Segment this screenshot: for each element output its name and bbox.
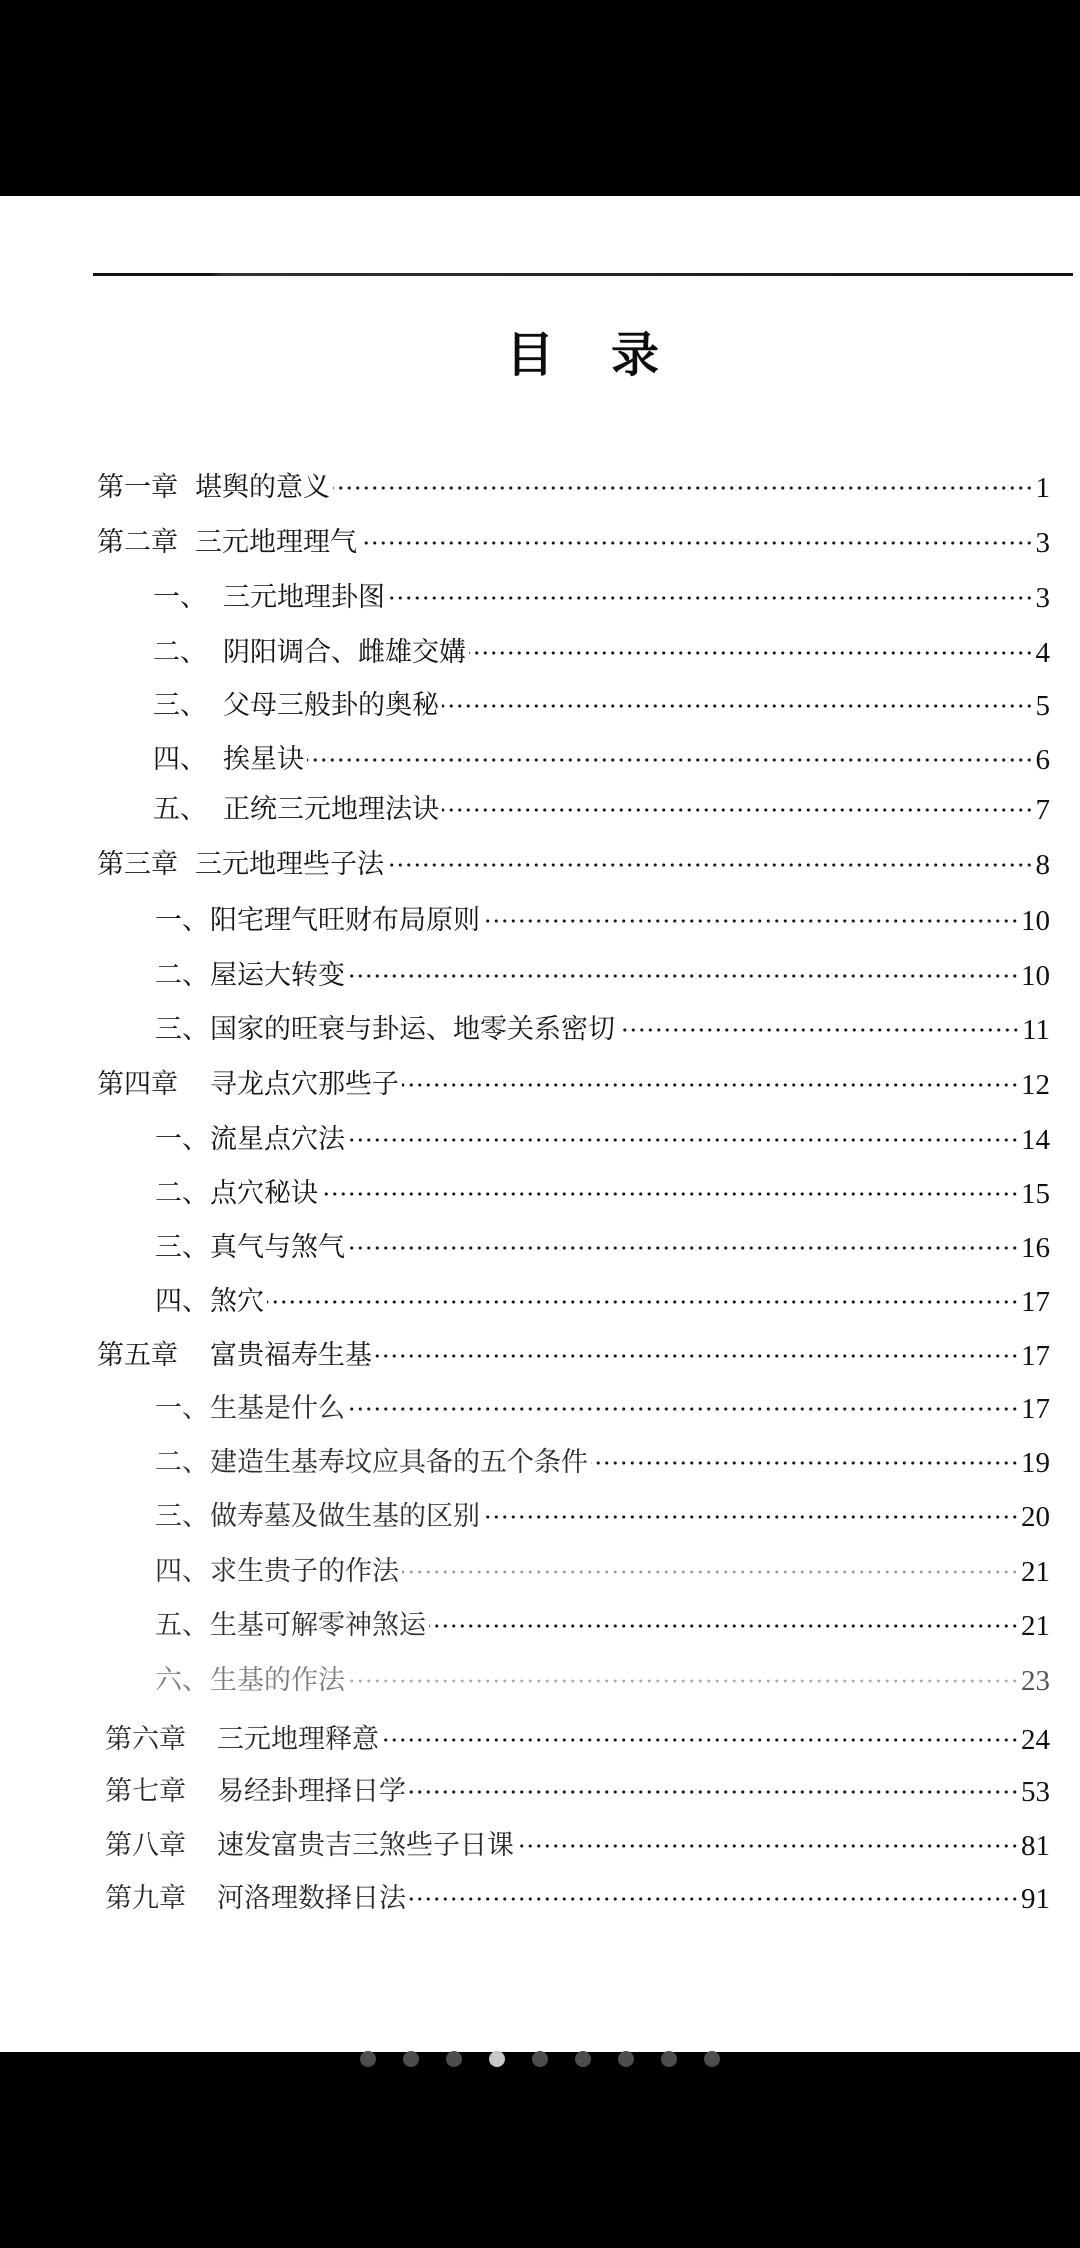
page-dot[interactable] bbox=[403, 2051, 419, 2067]
toc-entry-chapter bbox=[97, 461, 1050, 515]
leader-dots bbox=[387, 862, 1034, 868]
leader-dots bbox=[409, 1789, 1019, 1795]
entry-number: 三、 bbox=[153, 690, 207, 721]
header-rule bbox=[93, 273, 1073, 276]
entry-title: 生基可解零神煞运 bbox=[210, 1610, 426, 1641]
entry-title: 煞穴 bbox=[210, 1286, 264, 1317]
entry-page-number: 16 bbox=[1021, 1232, 1050, 1264]
entry-title: 生基是什么 bbox=[210, 1393, 345, 1424]
entry-page-number: 7 bbox=[1035, 794, 1050, 826]
leader-dots bbox=[321, 1191, 1019, 1197]
leader-dots bbox=[483, 918, 1019, 924]
entry-title: 易经卦理择日学 bbox=[217, 1776, 406, 1807]
entry-title: 河洛理数择日法 bbox=[217, 1883, 406, 1914]
entry-title: 正统三元地理法诀 bbox=[223, 794, 439, 825]
leader-dots bbox=[348, 1245, 1019, 1251]
toc-entry-section bbox=[155, 1545, 1050, 1599]
entry-page-number: 1 bbox=[1035, 472, 1050, 504]
leader-dots bbox=[307, 757, 1034, 763]
toc-entry-section bbox=[155, 1654, 1050, 1708]
leader-dots bbox=[348, 973, 1019, 979]
toc-entry-chapter bbox=[105, 1765, 1050, 1819]
entry-page-number: 4 bbox=[1035, 637, 1050, 669]
toc-entry-section bbox=[155, 1113, 1050, 1167]
entry-title: 点穴秘诀 bbox=[210, 1178, 318, 1209]
leader-dots bbox=[348, 1137, 1019, 1143]
entry-title: 生基的作法 bbox=[210, 1665, 345, 1696]
entry-page-number: 21 bbox=[1021, 1610, 1050, 1642]
entry-title: 建造生基寿坟应具备的五个条件 bbox=[210, 1447, 588, 1478]
entry-title: 求生贵子的作法 bbox=[210, 1556, 399, 1587]
toc-entry-section bbox=[155, 1275, 1050, 1329]
entry-title: 父母三般卦的奥秘 bbox=[223, 690, 439, 721]
entry-title: 挨星诀 bbox=[223, 744, 304, 775]
entry-page-number: 81 bbox=[1021, 1830, 1050, 1862]
toc-entry-section bbox=[155, 1221, 1050, 1275]
toc-title-char: 录 bbox=[610, 327, 659, 383]
entry-title: 三元地理些子法 bbox=[195, 849, 384, 880]
entry-number: 第三章 bbox=[97, 849, 178, 880]
page-dot[interactable] bbox=[446, 2051, 462, 2067]
toc-entry-chapter bbox=[97, 1058, 1050, 1112]
leader-dots bbox=[409, 1896, 1019, 1902]
leader-dots bbox=[618, 1027, 1020, 1033]
leader-dots bbox=[483, 1514, 1019, 1520]
leader-dots bbox=[333, 485, 1034, 491]
entry-number: 一、 bbox=[155, 1124, 209, 1155]
viewer-bottom-bar bbox=[0, 2052, 1080, 2248]
entry-page-number: 17 bbox=[1021, 1393, 1050, 1425]
entry-number: 六、 bbox=[155, 1665, 209, 1696]
leader-dots bbox=[388, 595, 1034, 601]
entry-page-number: 12 bbox=[1021, 1069, 1050, 1101]
entry-number: 一、 bbox=[155, 905, 209, 936]
entry-title: 屋运大转变 bbox=[210, 960, 345, 991]
entry-title: 速发富贵吉三煞些子日课 bbox=[217, 1830, 514, 1861]
entry-number: 第一章 bbox=[97, 472, 178, 503]
entry-number: 第九章 bbox=[105, 1883, 186, 1914]
entry-number: 三、 bbox=[155, 1014, 209, 1045]
toc-entry-section bbox=[153, 679, 1050, 733]
entry-number: 四、 bbox=[155, 1556, 209, 1587]
page-dot[interactable] bbox=[360, 2051, 376, 2067]
leader-dots bbox=[360, 540, 1034, 546]
entry-number: 第四章 bbox=[97, 1069, 178, 1100]
entry-page-number: 3 bbox=[1035, 582, 1050, 614]
entry-title: 真气与煞气 bbox=[210, 1232, 345, 1263]
entry-title: 流星点穴法 bbox=[210, 1124, 345, 1155]
toc-entry-chapter bbox=[105, 1872, 1050, 1926]
toc-entry-section bbox=[153, 626, 1050, 680]
entry-number: 一、 bbox=[153, 582, 207, 613]
entry-number: 第六章 bbox=[105, 1724, 186, 1755]
entry-number: 五、 bbox=[155, 1610, 209, 1641]
entry-page-number: 5 bbox=[1035, 690, 1050, 722]
toc-entry-section bbox=[155, 1490, 1050, 1544]
toc-entry-section bbox=[155, 1167, 1050, 1221]
entry-number: 五、 bbox=[153, 794, 207, 825]
page-dot[interactable] bbox=[661, 2051, 677, 2067]
toc-entry-section bbox=[155, 1382, 1050, 1436]
leader-dots bbox=[382, 1737, 1019, 1743]
entry-number: 第五章 bbox=[97, 1340, 178, 1371]
toc-entry-chapter bbox=[97, 1329, 1050, 1383]
entry-number: 二、 bbox=[155, 1447, 209, 1478]
toc-entry-section bbox=[153, 783, 1050, 837]
entry-page-number: 3 bbox=[1035, 527, 1050, 559]
entry-page-number: 23 bbox=[1021, 1665, 1050, 1697]
entry-page-number: 20 bbox=[1021, 1501, 1050, 1533]
entry-number: 二、 bbox=[153, 637, 207, 668]
entry-number: 四、 bbox=[153, 744, 207, 775]
entry-page-number: 8 bbox=[1035, 849, 1050, 881]
entry-page-number: 53 bbox=[1021, 1776, 1050, 1808]
leader-dots bbox=[429, 1623, 1019, 1629]
toc-entry-section bbox=[153, 733, 1050, 787]
entry-number: 二、 bbox=[155, 1178, 209, 1209]
entry-title: 三元地理卦图 bbox=[223, 582, 385, 613]
entry-number: 第二章 bbox=[97, 527, 178, 558]
toc-entry-section bbox=[155, 1436, 1050, 1490]
toc-entry-chapter bbox=[97, 838, 1050, 892]
toc-entry-section bbox=[155, 1599, 1050, 1653]
entry-title: 做寿墓及做生基的区别 bbox=[210, 1501, 480, 1532]
page-indicator bbox=[0, 2051, 1080, 2067]
page-dot[interactable] bbox=[532, 2051, 548, 2067]
entry-number: 一、 bbox=[155, 1393, 209, 1424]
toc-entry-section bbox=[155, 1003, 1050, 1057]
leader-dots bbox=[517, 1843, 1019, 1849]
entry-page-number: 24 bbox=[1021, 1724, 1050, 1756]
toc-entry-chapter bbox=[97, 516, 1050, 570]
entry-page-number: 6 bbox=[1035, 744, 1050, 776]
leader-dots bbox=[375, 1353, 1019, 1359]
leader-dots bbox=[402, 1569, 1019, 1575]
entry-title: 三元地理释意 bbox=[217, 1724, 379, 1755]
entry-number: 三、 bbox=[155, 1232, 209, 1263]
entry-number: 四、 bbox=[155, 1286, 209, 1317]
entry-page-number: 91 bbox=[1021, 1883, 1050, 1915]
leader-dots bbox=[402, 1082, 1019, 1088]
entry-number: 第八章 bbox=[105, 1830, 186, 1861]
entry-page-number: 15 bbox=[1021, 1178, 1050, 1210]
entry-title: 阳宅理气旺财布局原则 bbox=[210, 905, 480, 936]
toc-entry-chapter bbox=[105, 1713, 1050, 1767]
entry-title: 堪舆的意义 bbox=[195, 472, 330, 503]
entry-title: 阴阳调合、雌雄交媾 bbox=[223, 637, 466, 668]
entry-page-number: 21 bbox=[1021, 1556, 1050, 1588]
toc-entry-chapter bbox=[105, 1819, 1050, 1873]
entry-title: 三元地理理气 bbox=[195, 527, 357, 558]
leader-dots bbox=[348, 1678, 1019, 1684]
page-dot[interactable] bbox=[489, 2051, 505, 2067]
toc-entry-section bbox=[153, 571, 1050, 625]
entry-title: 寻龙点穴那些子 bbox=[210, 1069, 399, 1100]
leader-dots bbox=[442, 807, 1034, 813]
leader-dots bbox=[442, 703, 1034, 709]
page-dot[interactable] bbox=[618, 2051, 634, 2067]
leader-dots bbox=[348, 1406, 1019, 1412]
leader-dots bbox=[267, 1299, 1019, 1305]
entry-number: 二、 bbox=[155, 960, 209, 991]
page-dot[interactable] bbox=[575, 2051, 591, 2067]
entry-title: 富贵福寿生基 bbox=[210, 1340, 372, 1371]
toc-entry-section bbox=[155, 949, 1050, 1003]
entry-title: 国家的旺衰与卦运、地零关系密切 bbox=[210, 1014, 615, 1045]
entry-page-number: 17 bbox=[1021, 1286, 1050, 1318]
entry-number: 三、 bbox=[155, 1501, 209, 1532]
toc-title-char: 目 bbox=[505, 327, 554, 383]
leader-dots bbox=[469, 650, 1034, 656]
entry-page-number: 10 bbox=[1021, 905, 1050, 937]
entry-page-number: 17 bbox=[1021, 1340, 1050, 1372]
entry-page-number: 14 bbox=[1021, 1124, 1050, 1156]
entry-number: 第七章 bbox=[105, 1776, 186, 1807]
entry-page-number: 10 bbox=[1021, 960, 1050, 992]
page-dot[interactable] bbox=[704, 2051, 720, 2067]
viewer-top-bar bbox=[0, 0, 1080, 196]
entry-page-number: 19 bbox=[1021, 1447, 1050, 1479]
leader-dots bbox=[591, 1460, 1019, 1466]
entry-page-number: 11 bbox=[1022, 1014, 1050, 1046]
toc-entry-section bbox=[155, 894, 1050, 948]
